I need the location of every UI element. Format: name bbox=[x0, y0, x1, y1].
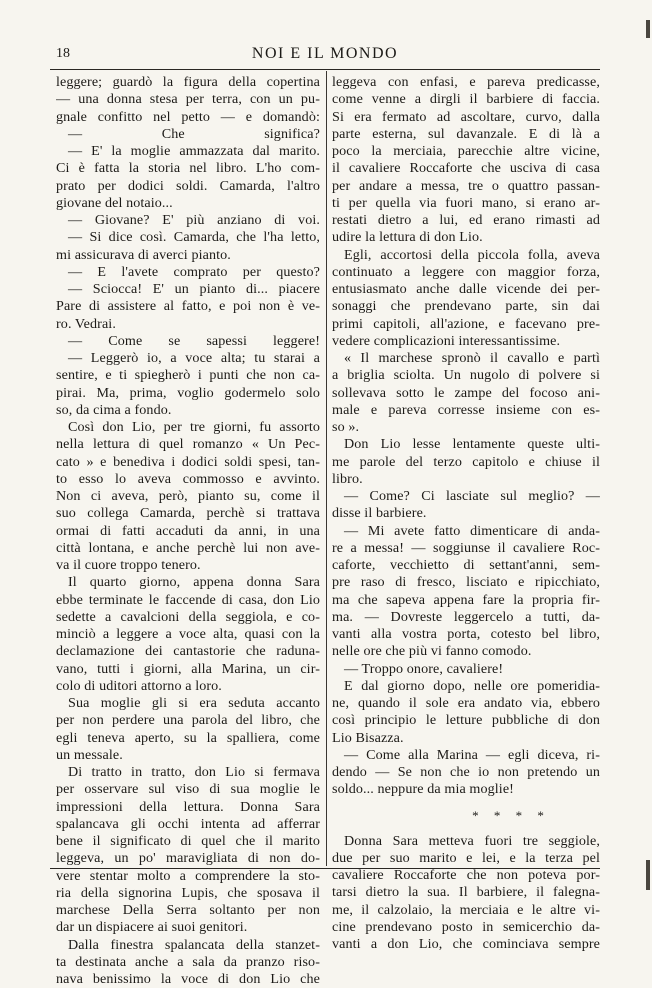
text-line: per non perdere una parola del libro, che bbox=[56, 712, 320, 729]
text-line: gnale confitto nel petto — e domandò: bbox=[56, 108, 320, 125]
text-line: nella lettura di quel romanzo « Un Pec- bbox=[56, 436, 320, 453]
text-line: primi capitoli, all'azione, e facevano pre- bbox=[332, 315, 600, 332]
text-line: — Che significa? bbox=[68, 125, 320, 142]
text-line: va il cuore troppo tenero. bbox=[56, 557, 201, 573]
text-line: parte esterna, sul davanzale. E di là a bbox=[332, 125, 600, 142]
text-line: mi assicurava di averci pianto. bbox=[56, 246, 231, 263]
text-line: continuato a leggere con maggior forza, bbox=[332, 263, 600, 280]
text-line: Pare di assistere al fatto, e poi non è ve- bbox=[56, 298, 320, 315]
text-line: cavaliere Roccaforte che non poteva por- bbox=[332, 867, 600, 883]
text-line: poco la merciaia, parecchie altre vicine, bbox=[332, 143, 600, 159]
text-line: ma. — Dovreste leggercelo a tutti, da- bbox=[332, 608, 600, 625]
text-line: restati dietro a lui, ed erano rimasti ad bbox=[332, 212, 600, 228]
text-line: Dalla finestra spalancata della stanzet- bbox=[68, 936, 320, 953]
text-line: il cavaliere Roccaforte che usciva di casa bbox=[332, 160, 600, 177]
text-line: « Il marchese spronò il cavallo e partì bbox=[344, 350, 600, 366]
text-line: cine prendevano posto in semicerchio da- bbox=[332, 918, 600, 935]
page-edge-mark bbox=[646, 860, 650, 890]
text-line: — E' la moglie ammazzata dal marito. bbox=[68, 143, 320, 159]
text-line: udire la lettura di don Lio. bbox=[332, 229, 483, 246]
text-line: sonaggi che prendevano parte, sin dai bbox=[332, 298, 600, 315]
text-line: Egli, accortosi della piccola folla, aveva bbox=[344, 246, 600, 263]
text-line: — Giovane? E' più anziano di voi. bbox=[68, 212, 320, 228]
text-line: vanti a don Lio, che cominciava sempre bbox=[332, 936, 600, 952]
text-line: nava benissimo la voce di don Lio che bbox=[56, 971, 320, 987]
text-line: — Come alla Marina — egli diceva, ri- bbox=[344, 746, 600, 763]
text-line: Sua moglie gli si era seduta accanto bbox=[68, 695, 320, 711]
text-line: vere stentar molto a comprendere la sto- bbox=[56, 867, 320, 884]
text-line: ti per quella via fuori mano, si erano ar- bbox=[332, 194, 600, 211]
text-line: — Sciocca! E' un pianto di... piacere bbox=[68, 281, 320, 297]
text-line: marchese Della Serra soltanto per non bbox=[56, 902, 320, 918]
footer-rule bbox=[50, 868, 600, 869]
text-line: me parole del terzo capitolo e chiuse il bbox=[332, 453, 600, 470]
text-line: Si era fermato ad ascoltare, curvo, dalla bbox=[332, 108, 600, 125]
text-line: minciò a leggere a voce alta, quasi con la bbox=[56, 626, 320, 642]
text-line: così principio le letture pubbliche di don bbox=[332, 712, 600, 729]
text-line: ne, quando il sole era andato via, ebbero bbox=[332, 695, 600, 711]
text-line: vedere complicazioni interessantissime. bbox=[332, 332, 561, 349]
text-line: pirai. Ma, prima, voglio godermelo solo bbox=[56, 384, 320, 401]
text-line: Ci è fatta la storia nel libro. L'ho com- bbox=[56, 160, 320, 177]
page-header bbox=[50, 44, 600, 66]
text-line: vanti alla vostra porta, cotesto bel libro, bbox=[332, 626, 600, 642]
text-line: declamazione dei cantastorie che raduna- bbox=[56, 643, 320, 660]
text-line: per osservare sul viso di sua moglie le bbox=[56, 781, 320, 798]
text-line: sentire, e ti spiegherò i punti che non ca- bbox=[56, 367, 320, 384]
text-line: tarsi dietro la sua. Il barbiere, il falegna- bbox=[332, 884, 600, 901]
text-line: — una donna stesa per terra, con un pu- bbox=[56, 91, 320, 108]
text-line: città lontana, e anche perchè lui non ave- bbox=[56, 539, 320, 556]
text-line: ro. Vedrai. bbox=[56, 315, 116, 332]
text-line: so ». bbox=[332, 419, 360, 435]
text-line: re a messa! — soggiunse il cavaliere Roc- bbox=[332, 539, 600, 556]
text-line: nelle ore che più vi fanno comodo. bbox=[332, 643, 532, 660]
text-line: — Come se sapessi leggere! bbox=[68, 332, 320, 349]
text-line: Così don Lio, per tre giorni, fu assorto bbox=[68, 419, 320, 435]
text-line: dar un dispiacere ai suoi genitori. bbox=[56, 919, 248, 936]
text-line: me, il calzolaio, la merciaia e le altre vi- bbox=[332, 901, 600, 918]
text-line: due per suo marito e lei, e la terza pel bbox=[332, 849, 600, 866]
text-line: per andare a messa, tre o quattro passan- bbox=[332, 177, 600, 194]
text-line: ta destinata anche a sala da pranzo riso- bbox=[56, 953, 320, 970]
text-line: cato » e benediva i dodici soldi spesi, tan- bbox=[56, 453, 320, 470]
text-line: — Si dice così. Camarda, che l'ha letto, bbox=[68, 229, 320, 246]
text-line: pre raso di fresco, lisciato e ripicchiato, bbox=[332, 574, 600, 591]
text-line: Lio Bisazza. bbox=[332, 729, 404, 746]
text-line: leggeva con enfasi, e pareva predicasse, bbox=[332, 74, 600, 90]
text-line: disse il barbiere. bbox=[332, 505, 427, 522]
text-line: — Leggerò io, a voce alta; tu starai a bbox=[68, 350, 320, 366]
text-line: ebbe terminate le faccende di casa, don Lio bbox=[56, 591, 320, 608]
text-line: male e pareva corresse insieme con es- bbox=[332, 401, 600, 418]
running-title: NOI E IL MONDO bbox=[251, 45, 399, 62]
text-line: suo collega Camarda, perchè si trattava bbox=[56, 505, 320, 522]
text-line: caforte, vecchietto di settant'anni, sem- bbox=[332, 557, 600, 573]
right-column bbox=[332, 74, 600, 953]
text-line: ormai di fatti accaduti da anni, in una bbox=[56, 522, 320, 539]
text-line: Di tratto in tratto, don Lio si fermava bbox=[68, 764, 320, 780]
page-number: 18 bbox=[56, 46, 70, 61]
page-edge-mark bbox=[646, 20, 650, 38]
text-line: come venne a dirgli il barbiere di faccia. bbox=[332, 91, 600, 108]
text-line: — Come? Ci lasciate sul meglio? — bbox=[344, 488, 600, 504]
section-separator bbox=[332, 799, 600, 833]
text-line: — Troppo onore, cavaliere! bbox=[344, 660, 504, 677]
text-line: ria della signorina Lupis, che sposava il bbox=[56, 884, 320, 901]
left-column bbox=[56, 74, 320, 988]
text-line: sedette a cavalcioni della seggiola, e co- bbox=[56, 608, 320, 625]
text-line: — E l'avete comprato per questo? bbox=[68, 263, 320, 280]
text-line: leggeva, un po' maravigliata di non do- bbox=[56, 850, 320, 867]
text-line: bene il significato di quel che il marito bbox=[56, 833, 320, 849]
text-line: soldo... neppure da mia moglie! bbox=[332, 781, 514, 798]
text-line: a briglia sciolta. Un nugolo di polvere si bbox=[332, 367, 600, 384]
text-line: sollevava sotto le zampe del focoso ani- bbox=[332, 384, 600, 401]
text-line: un messale. bbox=[56, 746, 123, 763]
text-line: vano, tutti i giorni, alla Marina, un cir- bbox=[56, 660, 320, 677]
text-line: so, da cima a fondo. bbox=[56, 401, 172, 418]
text-line: Non ci aveva, però, pianto su, come il bbox=[56, 488, 320, 504]
text-line: Il quarto giorno, appena donna Sara bbox=[68, 574, 320, 591]
text-line: impressioni della lettura. Donna Sara bbox=[56, 798, 320, 815]
text-line: egli teneva aperto, su la spalliera, come bbox=[56, 729, 320, 746]
text-line: E dal giorno dopo, nelle ore pomeridia- bbox=[344, 677, 600, 694]
text-line: — Mi avete fatto dimenticare di anda- bbox=[344, 522, 600, 539]
text-line: giovane del notaio... bbox=[56, 194, 173, 211]
text-line: entusiasmato anche dalle vicende dei per- bbox=[332, 281, 600, 297]
header-rule bbox=[50, 69, 600, 70]
separator-asterisks: * * * * bbox=[472, 807, 550, 823]
text-line: ma che sapeva appena fare la propria fir- bbox=[332, 591, 600, 608]
text-line: prato per dodici soldi. Camarda, l'altro bbox=[56, 177, 320, 194]
text-line: dendo — Se non che io non pretendo un bbox=[332, 764, 600, 780]
text-line: leggere; guardò la figura della copertina bbox=[56, 74, 320, 90]
text-line: to esso lo aveva commosso e avvinto. bbox=[56, 470, 320, 487]
text-line: colo di uditori attorno a loro. bbox=[56, 677, 222, 694]
column-divider bbox=[326, 71, 327, 866]
text-line: Don Lio lesse lentamente queste ulti- bbox=[344, 436, 600, 453]
text-line: Donna Sara metteva fuori tre seggiole, bbox=[344, 832, 600, 849]
text-line: libro. bbox=[332, 470, 363, 487]
text-line: spalancava gli occhi intenta ad afferrar bbox=[56, 815, 320, 832]
